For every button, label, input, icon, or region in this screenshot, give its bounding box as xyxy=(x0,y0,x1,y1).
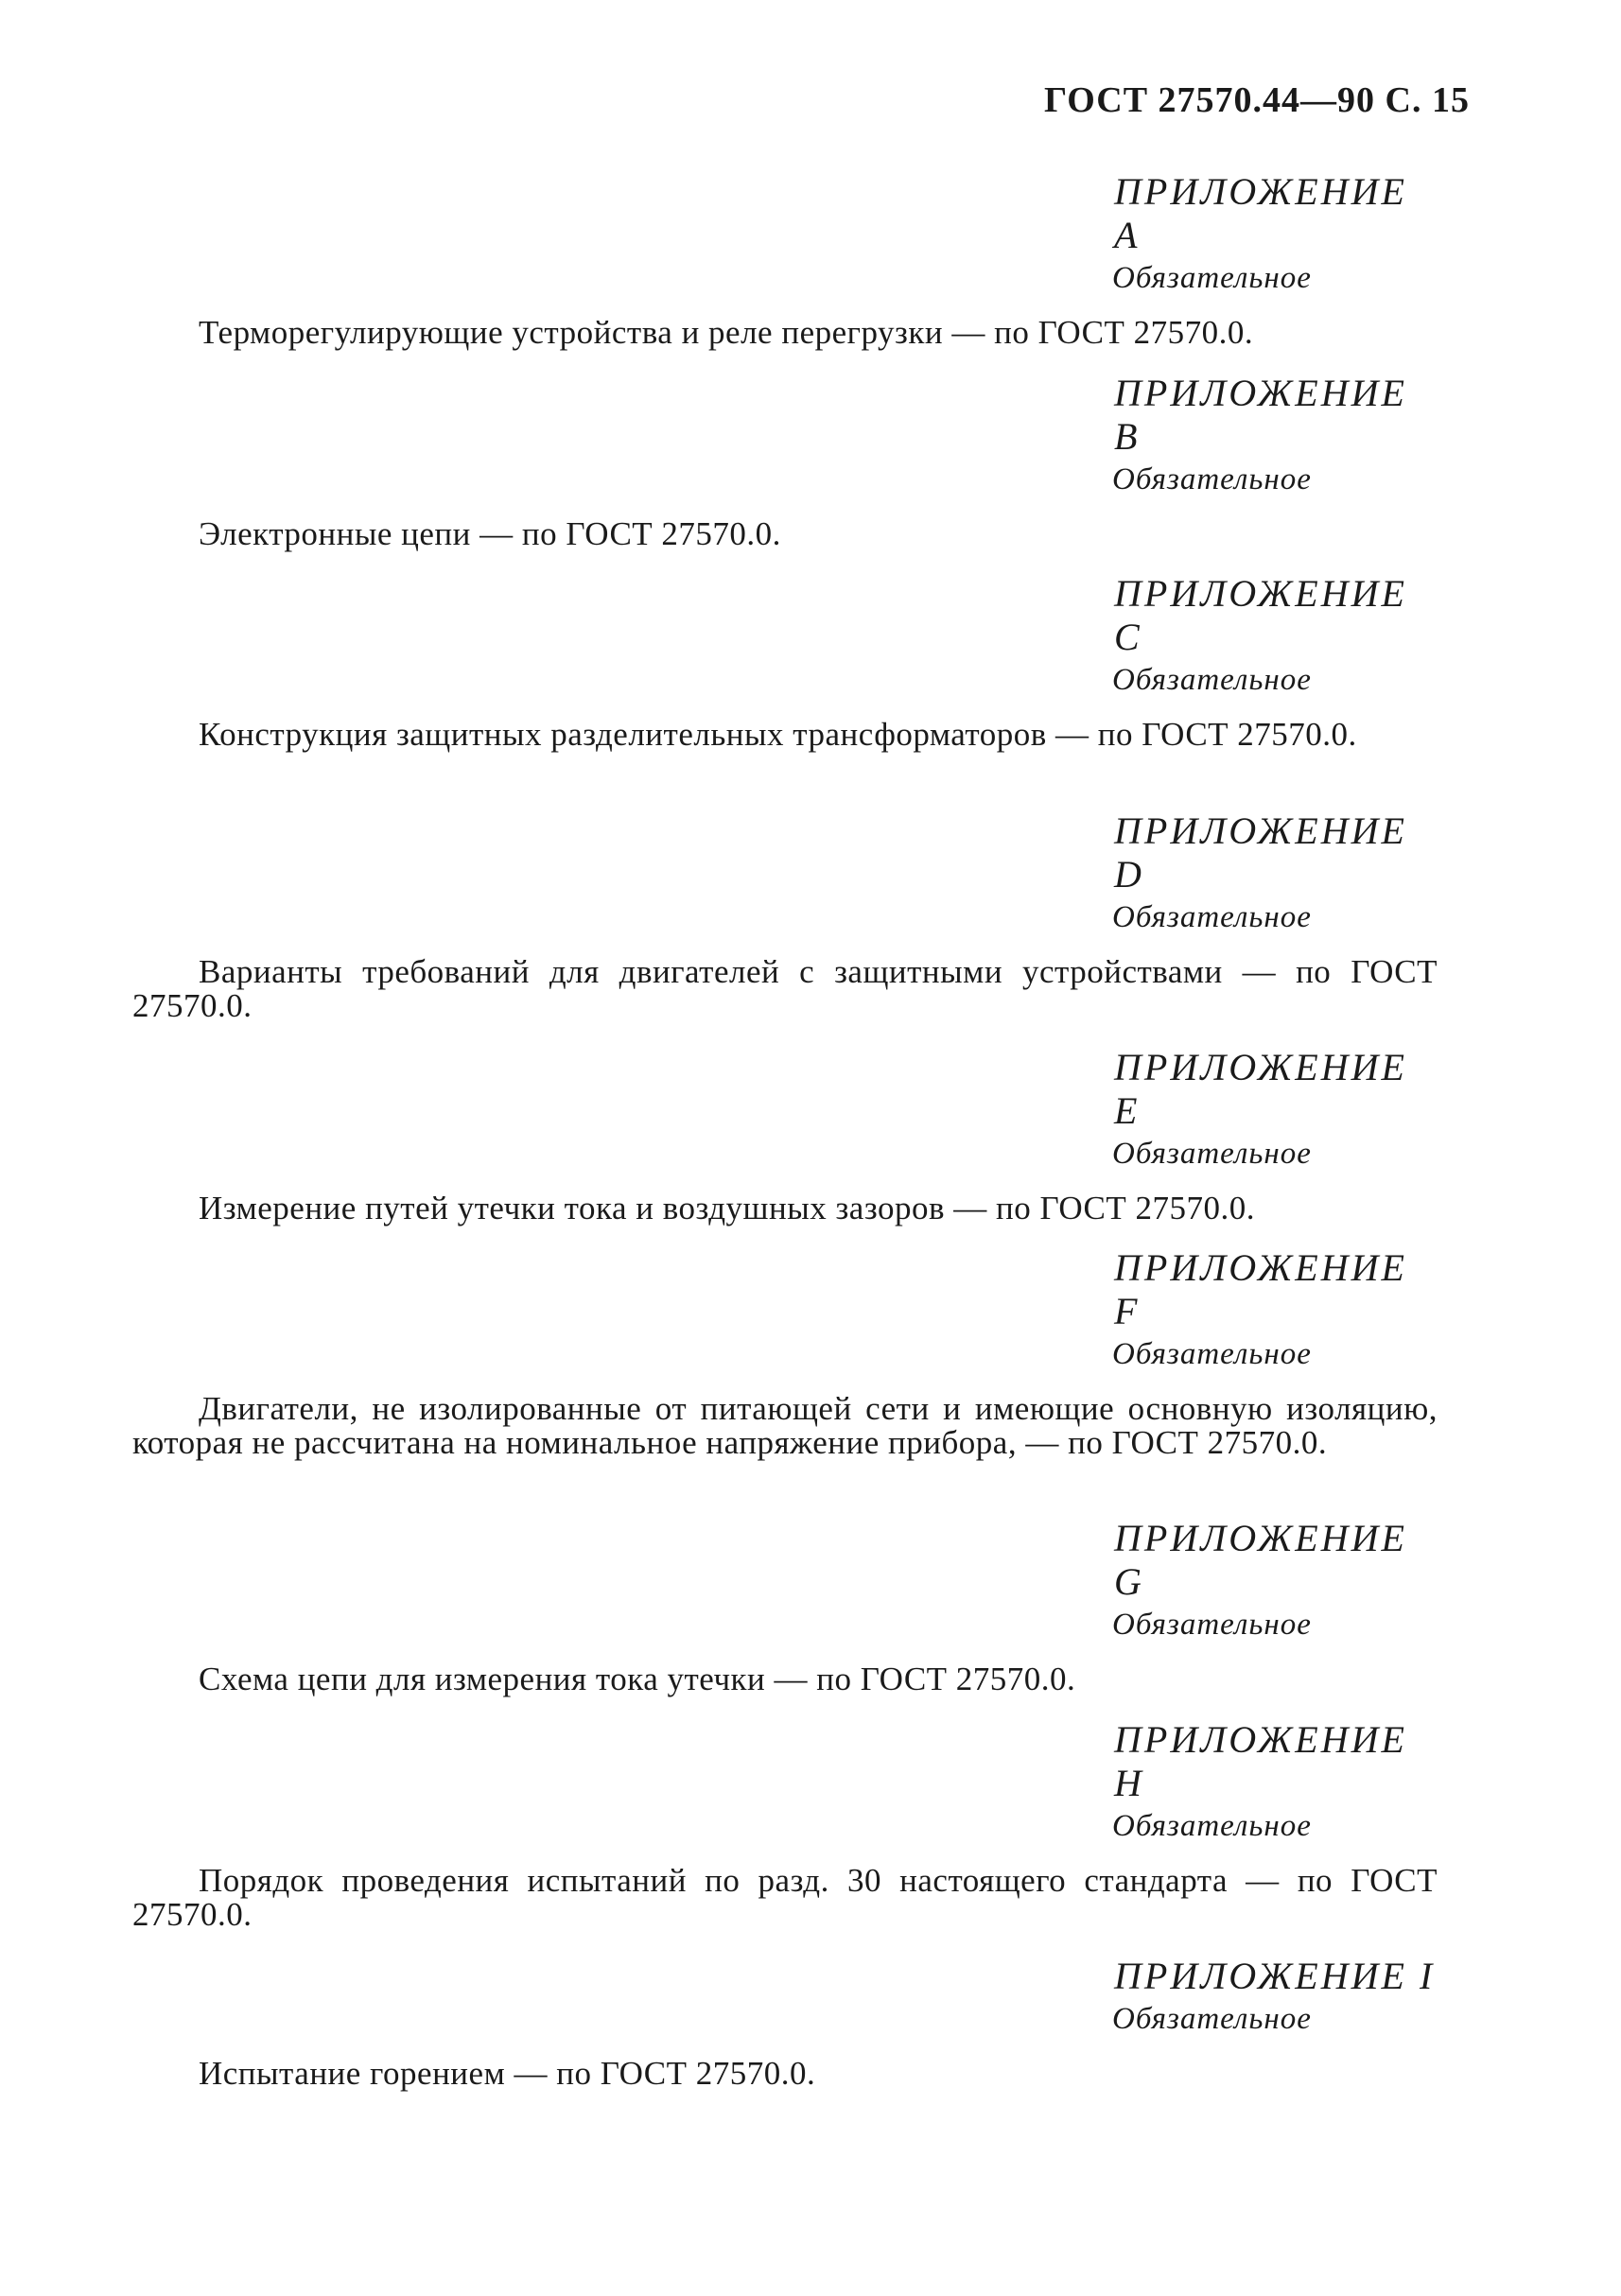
annex-text: Электронные цепи — по ГОСТ 27570.0. xyxy=(199,515,781,552)
annex-heading: ПРИЛОЖЕНИЕ H xyxy=(1114,1718,1407,1804)
annex-status: Обязательное xyxy=(1112,462,1312,496)
annex-heading: ПРИЛОЖЕНИЕ C xyxy=(1114,572,1407,658)
annex-heading: ПРИЛОЖЕНИЕ G xyxy=(1114,1517,1407,1603)
annex-heading: ПРИЛОЖЕНИЕ D xyxy=(1114,809,1407,896)
annex-status: Обязательное xyxy=(1112,1137,1312,1171)
annex-h xyxy=(132,1718,1438,1932)
annex-text: Конструкция защитных разделительных трансформаторов — по ГОСТ 27570.0. xyxy=(199,716,1357,753)
annex-text: Испытание горением — по ГОСТ 27570.0. xyxy=(199,2055,816,2092)
annex-text: Терморегулирующие устройства и реле перегрузки — по ГОСТ 27570.0. xyxy=(199,314,1254,351)
annex-d xyxy=(132,809,1438,1023)
annex-e xyxy=(132,1046,1438,1226)
annex-status: Обязательное xyxy=(1112,261,1312,295)
annex-b xyxy=(132,372,1438,551)
annex-status: Обязательное xyxy=(1112,900,1312,934)
annex-text: Варианты требований для двигателей с защитными устройствами — по ГОСТ 27570.0. xyxy=(132,953,1438,1024)
annex-f xyxy=(132,1246,1438,1460)
annex-heading: ПРИЛОЖЕНИЕ F xyxy=(1114,1246,1407,1332)
annex-status: Обязательное xyxy=(1112,1608,1312,1642)
page-header: ГОСТ 27570.44—90 С. 15 xyxy=(1044,80,1470,120)
annex-heading: ПРИЛОЖЕНИЕ E xyxy=(1114,1046,1407,1132)
annex-i xyxy=(132,1955,1438,2091)
annex-c xyxy=(132,572,1438,752)
annex-text: Измерение путей утечки тока и воздушных зазоров — по ГОСТ 27570.0. xyxy=(199,1190,1255,1226)
annex-g xyxy=(132,1517,1438,1696)
annex-heading: ПРИЛОЖЕНИЕ B xyxy=(1114,372,1407,458)
annex-a xyxy=(132,170,1438,350)
annex-text: Двигатели, не изолированные от питающей сети и имеющие основную изоляцию, которая не рассчитана на номинальное напряжение прибора, — по ГОСТ 27570.0. xyxy=(132,1390,1438,1461)
annex-text: Схема цепи для измерения тока утечки — по ГОСТ 27570.0. xyxy=(199,1661,1076,1697)
annex-heading: ПРИЛОЖЕНИЕ I xyxy=(1114,1955,1436,1997)
annex-text: Порядок проведения испытаний по разд. 30 настоящего стандарта — по ГОСТ 27570.0. xyxy=(132,1862,1438,1933)
annex-heading: ПРИЛОЖЕНИЕ A xyxy=(1114,170,1407,256)
annex-status: Обязательное xyxy=(1112,1337,1312,1371)
annex-status: Обязательное xyxy=(1112,663,1312,697)
annex-status: Обязательное xyxy=(1112,2002,1312,2036)
annex-status: Обязательное xyxy=(1112,1809,1312,1843)
